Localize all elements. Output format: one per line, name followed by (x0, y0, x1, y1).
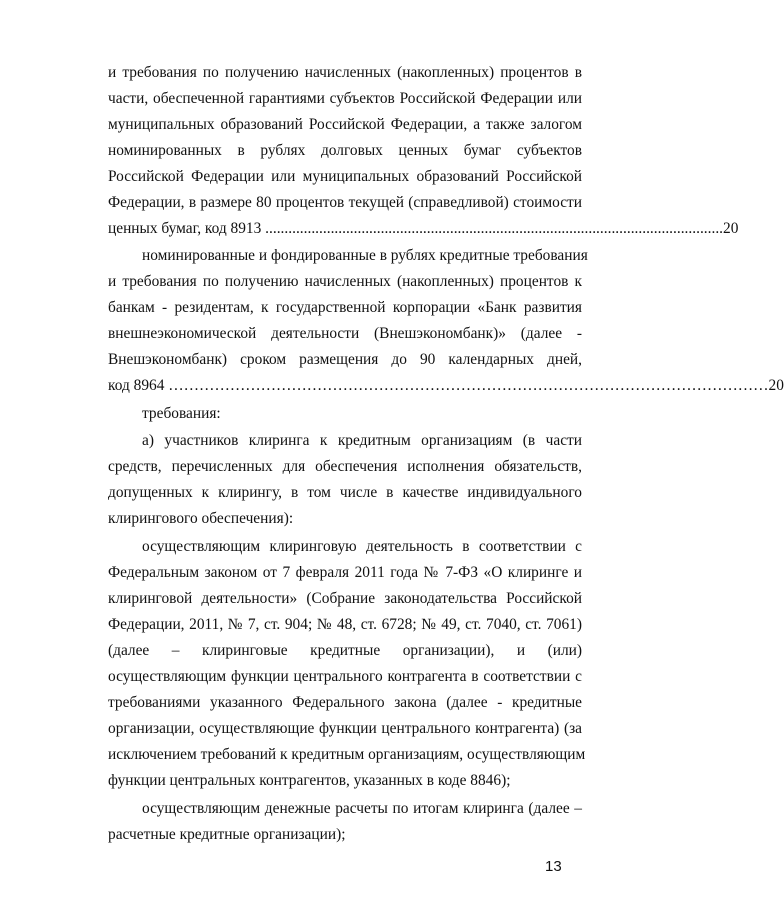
text-line: (далее – клиринговые кредитные организации), и (или) (108, 642, 582, 659)
toc-entry-text: код 8964 (108, 377, 165, 394)
text-line: и требования по получению начисленных (накопленных) процентов к (108, 273, 582, 290)
toc-entry-8964 (108, 376, 784, 396)
text-line: осуществляющим клиринговую деятельность в соответствии с (142, 538, 582, 555)
text-line: Федерации, 2011, № 7, ст. 904; № 48, ст. 6728; № 49, ст. 7040, ст. 7061) (108, 616, 582, 633)
text-line: Федеральным законом от 7 февраля 2011 года № 7-ФЗ «О клиринге и (108, 564, 582, 581)
text-line: осуществляющим функции центрального контрагента в соответствии с (108, 668, 582, 685)
dot-leader: ....................................................................................................................... (261, 220, 724, 237)
text-line: номинированных в рублях долговых ценных бумаг субъектов (108, 142, 582, 159)
dot-leader: ……………………………………………………………………………………………………… (164, 377, 769, 394)
text-line: осуществляющим денежные расчеты по итогам клиринга (далее – (142, 800, 582, 817)
text-line: средств, перечисленных для обеспечения исполнения обязательств, (108, 458, 582, 475)
toc-page-number: 20 (723, 220, 739, 237)
text-line: требования: (142, 405, 221, 422)
text-line: внешнеэкономической деятельности (Внешэкономбанк)» (далее - (108, 325, 582, 342)
text-line: банкам - резидентам, к государственной корпорации «Банк развития (108, 299, 582, 316)
text-line: а) участников клиринга к кредитным организациям (в части (142, 432, 582, 449)
text-line: номинированные и фондированные в рублях кредитные требования (142, 247, 588, 264)
text-line: части, обеспеченной гарантиями субъектов Российской Федерации или (108, 90, 582, 107)
toc-entry-text: ценных бумаг, код 8913 (108, 220, 262, 237)
text-line: Российской Федерации или муниципальных образований Российской (108, 168, 582, 185)
text-line: исключением требований к кредитным организациям, осуществляющим (108, 746, 586, 763)
text-line: клирингового обеспечения): (108, 510, 294, 527)
toc-entry-8913 (108, 219, 739, 239)
text-line: функции центральных контрагентов, указанных в коде 8846); (108, 772, 511, 789)
text-line: клиринговой деятельности» (Собрание законодательства Российской (108, 590, 582, 607)
page-number: 13 (545, 858, 562, 875)
text-line: требованиями указанного Федерального закона (далее - кредитные (108, 694, 582, 711)
text-line: и требования по получению начисленных (накопленных) процентов в (108, 64, 582, 81)
text-line: расчетные кредитные организации); (108, 826, 346, 843)
text-line: Федерации, в размере 80 процентов текущей (справедливой) стоимости (108, 194, 582, 211)
text-line: Внешэкономбанк) сроком размещения до 90 календарных дней, (108, 351, 582, 368)
text-line: муниципальных образований Российской Федерации, а также залогом (108, 116, 582, 133)
text-line: организации, осуществляющие функции центрального контрагента) (за (108, 720, 582, 737)
text-line: допущенных к клирингу, в том числе в качестве индивидуального (108, 484, 582, 501)
toc-page-number: 20 (768, 377, 784, 394)
